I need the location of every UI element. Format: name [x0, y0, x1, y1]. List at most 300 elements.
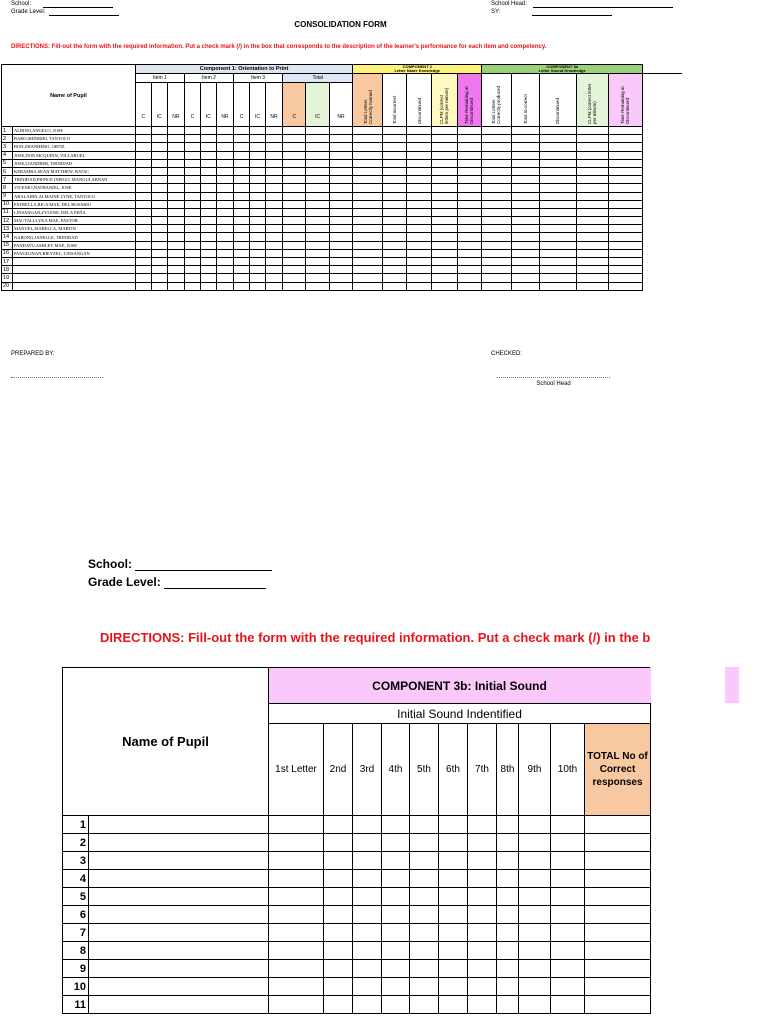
score-cell[interactable] — [511, 274, 539, 282]
score-cell[interactable] — [135, 217, 151, 225]
score-cell[interactable] — [468, 978, 497, 996]
score-cell[interactable] — [269, 906, 324, 924]
score-cell[interactable] — [576, 241, 608, 249]
score-cell[interactable] — [431, 151, 457, 159]
score-cell[interactable] — [234, 266, 250, 274]
score-cell[interactable] — [382, 208, 407, 216]
score-cell[interactable] — [382, 834, 410, 852]
score-cell[interactable] — [482, 200, 511, 208]
score-cell[interactable] — [457, 208, 482, 216]
score-cell[interactable] — [551, 960, 585, 978]
score-cell[interactable] — [539, 233, 576, 241]
score-cell[interactable] — [576, 225, 608, 233]
score-cell[interactable] — [306, 159, 329, 167]
score-cell[interactable] — [151, 200, 167, 208]
score-cell[interactable] — [234, 143, 250, 151]
score-cell[interactable] — [410, 960, 439, 978]
score-cell[interactable] — [407, 233, 432, 241]
score-cell[interactable] — [184, 192, 200, 200]
score-cell[interactable] — [216, 225, 233, 233]
score-cell[interactable] — [135, 159, 151, 167]
score-cell[interactable] — [283, 200, 306, 208]
score-cell[interactable] — [431, 135, 457, 143]
score-cell[interactable] — [234, 135, 250, 143]
score-cell[interactable] — [184, 151, 200, 159]
score-cell[interactable] — [249, 176, 265, 184]
score-cell[interactable] — [216, 208, 233, 216]
score-cell[interactable] — [511, 282, 539, 290]
score-cell[interactable] — [283, 249, 306, 257]
score-cell[interactable] — [249, 241, 265, 249]
score-cell[interactable] — [265, 225, 282, 233]
score-cell[interactable] — [151, 208, 167, 216]
score-cell[interactable] — [539, 266, 576, 274]
score-cell[interactable] — [151, 184, 167, 192]
score-cell[interactable] — [457, 200, 482, 208]
score-cell[interactable] — [468, 960, 497, 978]
score-cell[interactable] — [167, 200, 184, 208]
prepared-signature-line[interactable] — [11, 377, 103, 378]
score-cell[interactable] — [431, 233, 457, 241]
score-cell[interactable] — [283, 208, 306, 216]
score-cell[interactable] — [482, 282, 511, 290]
score-cell[interactable] — [324, 960, 353, 978]
score-cell[interactable] — [551, 978, 585, 996]
score-cell[interactable] — [135, 225, 151, 233]
score-cell[interactable] — [482, 159, 511, 167]
score-cell[interactable] — [353, 233, 382, 241]
score-cell[interactable] — [457, 233, 482, 241]
score-cell[interactable] — [382, 282, 407, 290]
score-cell[interactable] — [234, 192, 250, 200]
score-cell[interactable] — [585, 942, 651, 960]
score-cell[interactable] — [482, 241, 511, 249]
score-cell[interactable] — [511, 233, 539, 241]
score-cell[interactable] — [265, 233, 282, 241]
score-cell[interactable] — [184, 135, 200, 143]
score-cell[interactable] — [167, 249, 184, 257]
score-cell[interactable] — [167, 143, 184, 151]
score-cell[interactable] — [407, 200, 432, 208]
score-cell[interactable] — [329, 167, 353, 175]
score-cell[interactable] — [511, 151, 539, 159]
score-cell[interactable] — [200, 266, 216, 274]
score-cell[interactable] — [151, 217, 167, 225]
score-cell[interactable] — [468, 942, 497, 960]
score-cell[interactable] — [283, 135, 306, 143]
score-cell[interactable] — [200, 200, 216, 208]
score-cell[interactable] — [216, 159, 233, 167]
score-cell[interactable] — [468, 996, 497, 1014]
score-cell[interactable] — [265, 176, 282, 184]
score-cell[interactable] — [200, 241, 216, 249]
score-cell[interactable] — [353, 225, 382, 233]
score-cell[interactable] — [468, 816, 497, 834]
score-cell[interactable] — [329, 249, 353, 257]
score-cell[interactable] — [608, 167, 642, 175]
score-cell[interactable] — [249, 217, 265, 225]
score-cell[interactable] — [306, 217, 329, 225]
score-cell[interactable] — [184, 208, 200, 216]
score-cell[interactable] — [306, 167, 329, 175]
score-cell[interactable] — [482, 192, 511, 200]
pupil-name-cell[interactable] — [89, 978, 269, 996]
score-cell[interactable] — [151, 241, 167, 249]
score-cell[interactable] — [234, 225, 250, 233]
score-cell[interactable] — [431, 127, 457, 135]
score-cell[interactable] — [608, 266, 642, 274]
score-cell[interactable] — [539, 249, 576, 257]
score-cell[interactable] — [329, 200, 353, 208]
score-cell[interactable] — [249, 249, 265, 257]
score-cell[interactable] — [407, 249, 432, 257]
score-cell[interactable] — [407, 241, 432, 249]
score-cell[interactable] — [184, 176, 200, 184]
score-cell[interactable] — [135, 200, 151, 208]
score-cell[interactable] — [324, 870, 353, 888]
score-cell[interactable] — [184, 143, 200, 151]
score-cell[interactable] — [608, 217, 642, 225]
score-cell[interactable] — [497, 960, 519, 978]
score-cell[interactable] — [200, 167, 216, 175]
score-cell[interactable] — [324, 978, 353, 996]
score-cell[interactable] — [382, 978, 410, 996]
score-cell[interactable] — [216, 143, 233, 151]
pupil-name-cell[interactable] — [89, 870, 269, 888]
score-cell[interactable] — [431, 167, 457, 175]
score-cell[interactable] — [135, 249, 151, 257]
score-cell[interactable] — [539, 159, 576, 167]
score-cell[interactable] — [457, 217, 482, 225]
score-cell[interactable] — [382, 135, 407, 143]
score-cell[interactable] — [353, 816, 382, 834]
score-cell[interactable] — [216, 249, 233, 257]
score-cell[interactable] — [410, 834, 439, 852]
score-cell[interactable] — [482, 258, 511, 266]
score-cell[interactable] — [167, 208, 184, 216]
score-cell[interactable] — [539, 208, 576, 216]
score-cell[interactable] — [151, 233, 167, 241]
score-cell[interactable] — [382, 249, 407, 257]
score-cell[interactable] — [353, 167, 382, 175]
score-cell[interactable] — [269, 924, 324, 942]
score-cell[interactable] — [539, 258, 576, 266]
score-cell[interactable] — [482, 266, 511, 274]
score-cell[interactable] — [234, 151, 250, 159]
score-cell[interactable] — [431, 282, 457, 290]
score-cell[interactable] — [511, 241, 539, 249]
score-cell[interactable] — [283, 127, 306, 135]
score-cell[interactable] — [439, 960, 468, 978]
score-cell[interactable] — [576, 208, 608, 216]
score-cell[interactable] — [151, 258, 167, 266]
score-cell[interactable] — [407, 151, 432, 159]
score-cell[interactable] — [497, 852, 519, 870]
score-cell[interactable] — [576, 217, 608, 225]
score-cell[interactable] — [353, 852, 382, 870]
score-cell[interactable] — [353, 924, 382, 942]
score-cell[interactable] — [151, 159, 167, 167]
score-cell[interactable] — [551, 924, 585, 942]
score-cell[interactable] — [439, 816, 468, 834]
score-cell[interactable] — [511, 208, 539, 216]
score-cell[interactable] — [431, 274, 457, 282]
score-cell[interactable] — [151, 274, 167, 282]
score-cell[interactable] — [608, 241, 642, 249]
score-cell[interactable] — [151, 176, 167, 184]
score-cell[interactable] — [407, 159, 432, 167]
score-cell[interactable] — [306, 266, 329, 274]
score-cell[interactable] — [151, 127, 167, 135]
score-cell[interactable] — [216, 135, 233, 143]
score-cell[interactable] — [353, 942, 382, 960]
score-cell[interactable] — [576, 266, 608, 274]
score-cell[interactable] — [234, 184, 250, 192]
score-cell[interactable] — [511, 143, 539, 151]
score-cell[interactable] — [497, 888, 519, 906]
score-cell[interactable] — [269, 834, 324, 852]
score-cell[interactable] — [431, 184, 457, 192]
score-cell[interactable] — [382, 258, 407, 266]
score-cell[interactable] — [135, 208, 151, 216]
score-cell[interactable] — [283, 217, 306, 225]
score-cell[interactable] — [324, 816, 353, 834]
score-cell[interactable] — [216, 258, 233, 266]
score-cell[interactable] — [151, 225, 167, 233]
score-cell[interactable] — [551, 834, 585, 852]
score-cell[interactable] — [283, 143, 306, 151]
score-cell[interactable] — [265, 135, 282, 143]
score-cell[interactable] — [439, 834, 468, 852]
score-cell[interactable] — [269, 852, 324, 870]
score-cell[interactable] — [407, 217, 432, 225]
score-cell[interactable] — [457, 274, 482, 282]
score-cell[interactable] — [576, 233, 608, 241]
score-cell[interactable] — [519, 996, 551, 1014]
score-cell[interactable] — [135, 127, 151, 135]
score-cell[interactable] — [382, 192, 407, 200]
score-cell[interactable] — [539, 151, 576, 159]
score-cell[interactable] — [551, 942, 585, 960]
score-cell[interactable] — [519, 960, 551, 978]
score-cell[interactable] — [216, 241, 233, 249]
score-cell[interactable] — [519, 852, 551, 870]
score-cell[interactable] — [353, 274, 382, 282]
score-cell[interactable] — [324, 888, 353, 906]
score-cell[interactable] — [234, 176, 250, 184]
score-cell[interactable] — [200, 184, 216, 192]
score-cell[interactable] — [585, 870, 651, 888]
score-cell[interactable] — [167, 282, 184, 290]
score-cell[interactable] — [439, 906, 468, 924]
score-cell[interactable] — [410, 852, 439, 870]
score-cell[interactable] — [382, 816, 410, 834]
score-cell[interactable] — [457, 127, 482, 135]
score-cell[interactable] — [234, 200, 250, 208]
score-cell[interactable] — [431, 192, 457, 200]
score-cell[interactable] — [324, 906, 353, 924]
score-cell[interactable] — [265, 200, 282, 208]
score-cell[interactable] — [167, 176, 184, 184]
score-cell[interactable] — [457, 143, 482, 151]
score-cell[interactable] — [329, 233, 353, 241]
score-cell[interactable] — [468, 924, 497, 942]
score-cell[interactable] — [539, 184, 576, 192]
score-cell[interactable] — [585, 960, 651, 978]
score-cell[interactable] — [539, 143, 576, 151]
score-cell[interactable] — [135, 233, 151, 241]
score-cell[interactable] — [200, 159, 216, 167]
score-cell[interactable] — [249, 159, 265, 167]
score-cell[interactable] — [382, 266, 407, 274]
score-cell[interactable] — [329, 208, 353, 216]
score-cell[interactable] — [407, 176, 432, 184]
score-cell[interactable] — [324, 942, 353, 960]
head-blank[interactable] — [533, 1, 673, 8]
score-cell[interactable] — [551, 888, 585, 906]
score-cell[interactable] — [511, 167, 539, 175]
score-cell[interactable] — [283, 159, 306, 167]
score-cell[interactable] — [306, 208, 329, 216]
score-cell[interactable] — [283, 258, 306, 266]
score-cell[interactable] — [216, 192, 233, 200]
score-cell[interactable] — [353, 135, 382, 143]
score-cell[interactable] — [306, 225, 329, 233]
score-cell[interactable] — [482, 233, 511, 241]
score-cell[interactable] — [382, 870, 410, 888]
score-cell[interactable] — [576, 274, 608, 282]
pupil-name-cell[interactable] — [89, 942, 269, 960]
score-cell[interactable] — [585, 924, 651, 942]
bottom-grade-blank[interactable] — [164, 577, 266, 589]
score-cell[interactable] — [234, 258, 250, 266]
score-cell[interactable] — [431, 266, 457, 274]
score-cell[interactable] — [265, 249, 282, 257]
score-cell[interactable] — [539, 176, 576, 184]
score-cell[interactable] — [306, 282, 329, 290]
score-cell[interactable] — [585, 834, 651, 852]
score-cell[interactable] — [410, 924, 439, 942]
pupil-name-cell[interactable] — [89, 906, 269, 924]
score-cell[interactable] — [407, 135, 432, 143]
score-cell[interactable] — [539, 241, 576, 249]
score-cell[interactable] — [265, 282, 282, 290]
score-cell[interactable] — [167, 159, 184, 167]
score-cell[interactable] — [200, 143, 216, 151]
score-cell[interactable] — [551, 816, 585, 834]
score-cell[interactable] — [184, 159, 200, 167]
score-cell[interactable] — [151, 151, 167, 159]
score-cell[interactable] — [353, 258, 382, 266]
pupil-name-cell[interactable] — [89, 960, 269, 978]
score-cell[interactable] — [382, 241, 407, 249]
score-cell[interactable] — [439, 852, 468, 870]
score-cell[interactable] — [200, 282, 216, 290]
score-cell[interactable] — [511, 184, 539, 192]
score-cell[interactable] — [431, 143, 457, 151]
score-cell[interactable] — [283, 151, 306, 159]
score-cell[interactable] — [497, 816, 519, 834]
score-cell[interactable] — [184, 241, 200, 249]
score-cell[interactable] — [216, 200, 233, 208]
score-cell[interactable] — [249, 258, 265, 266]
school-blank[interactable] — [43, 1, 113, 8]
score-cell[interactable] — [482, 143, 511, 151]
score-cell[interactable] — [200, 176, 216, 184]
score-cell[interactable] — [249, 135, 265, 143]
score-cell[interactable] — [329, 274, 353, 282]
score-cell[interactable] — [576, 135, 608, 143]
score-cell[interactable] — [482, 249, 511, 257]
score-cell[interactable] — [283, 241, 306, 249]
score-cell[interactable] — [200, 258, 216, 266]
score-cell[interactable] — [269, 996, 324, 1014]
score-cell[interactable] — [410, 906, 439, 924]
score-cell[interactable] — [539, 217, 576, 225]
score-cell[interactable] — [576, 184, 608, 192]
score-cell[interactable] — [519, 906, 551, 924]
score-cell[interactable] — [184, 249, 200, 257]
score-cell[interactable] — [539, 135, 576, 143]
score-cell[interactable] — [482, 217, 511, 225]
score-cell[interactable] — [200, 233, 216, 241]
score-cell[interactable] — [410, 816, 439, 834]
score-cell[interactable] — [457, 225, 482, 233]
score-cell[interactable] — [151, 192, 167, 200]
score-cell[interactable] — [439, 942, 468, 960]
score-cell[interactable] — [519, 816, 551, 834]
score-cell[interactable] — [519, 870, 551, 888]
score-cell[interactable] — [382, 217, 407, 225]
score-cell[interactable] — [269, 870, 324, 888]
score-cell[interactable] — [457, 241, 482, 249]
score-cell[interactable] — [329, 258, 353, 266]
score-cell[interactable] — [269, 888, 324, 906]
score-cell[interactable] — [353, 184, 382, 192]
score-cell[interactable] — [234, 241, 250, 249]
score-cell[interactable] — [184, 266, 200, 274]
score-cell[interactable] — [482, 274, 511, 282]
score-cell[interactable] — [249, 282, 265, 290]
score-cell[interactable] — [234, 217, 250, 225]
score-cell[interactable] — [167, 274, 184, 282]
score-cell[interactable] — [200, 127, 216, 135]
score-cell[interactable] — [468, 852, 497, 870]
pupil-name-cell[interactable] — [89, 816, 269, 834]
score-cell[interactable] — [249, 143, 265, 151]
score-cell[interactable] — [407, 192, 432, 200]
score-cell[interactable] — [431, 249, 457, 257]
grade-blank[interactable] — [49, 9, 119, 16]
score-cell[interactable] — [265, 184, 282, 192]
score-cell[interactable] — [353, 978, 382, 996]
score-cell[interactable] — [184, 258, 200, 266]
score-cell[interactable] — [135, 192, 151, 200]
score-cell[interactable] — [539, 274, 576, 282]
score-cell[interactable] — [306, 151, 329, 159]
score-cell[interactable] — [608, 249, 642, 257]
score-cell[interactable] — [234, 127, 250, 135]
sy-blank[interactable] — [532, 9, 612, 16]
score-cell[interactable] — [265, 217, 282, 225]
score-cell[interactable] — [249, 266, 265, 274]
score-cell[interactable] — [353, 159, 382, 167]
score-cell[interactable] — [249, 233, 265, 241]
score-cell[interactable] — [184, 127, 200, 135]
score-cell[interactable] — [382, 852, 410, 870]
score-cell[interactable] — [608, 274, 642, 282]
score-cell[interactable] — [482, 176, 511, 184]
